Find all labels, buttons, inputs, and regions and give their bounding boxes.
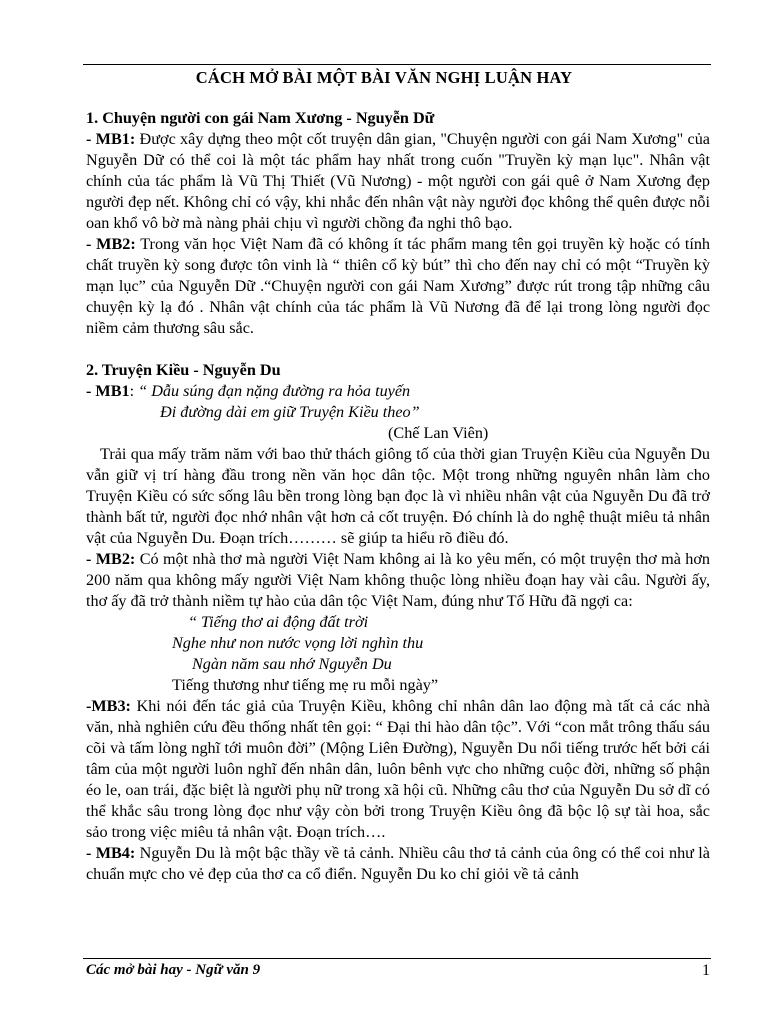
mb2-text: Có một nhà thơ mà người Việt Nam không ai là ko yêu mến, có một truyện thơ mà hơn 200 năm qua không mấy người Việt Nam không thuộc lòng nhiều đoạn hay vài câu. Người ấy, thơ ấy đã trở thành niềm tự hào của dân tộc Việt Nam, đúng như Tố Hữu đã ngợi ca: xyxy=(86,550,710,610)
poem2-line1: “ Tiếng thơ ai động đất trời xyxy=(188,613,369,631)
footer-rule xyxy=(83,958,711,959)
document-body xyxy=(86,108,710,885)
header-rule xyxy=(83,64,711,65)
mb2-label: - MB2: xyxy=(86,235,136,253)
poem2-line2: Nghe như non nước vọng lời nghìn thu xyxy=(172,634,424,652)
mb3-label: -MB3: xyxy=(86,697,131,715)
mb1-text: Được xây dựng theo một cốt truyện dân gian, "Chuyện người con gái Nam Xương" của Nguyễn Dữ có thể coi là một tác phẩm hay nhất trong cuốn "Truyền kỳ mạn lục". Nhân vật chính của tác phẩm là Vũ Thị Thiết (Vũ Nương) - một người con gái quê ở Nam Xương đẹp người đẹp nết. Không chỉ có vậy, khi nhắc đến nhân vật này người đọc không thể quên được nỗi oan khổ vô bờ mà nàng phải chịu vì người chồng đa nghi thô bạo. xyxy=(86,130,710,232)
section-1-mb1 xyxy=(86,129,710,234)
poem2 xyxy=(86,612,710,696)
poem1-line2: Đi đường dài em giữ Truyện Kiều theo” xyxy=(160,403,420,421)
mb2-label: - MB2: xyxy=(86,550,136,568)
mb1-label: - MB1: xyxy=(86,130,136,148)
poem2-line3: Ngàn năm sau nhớ Nguyễn Du xyxy=(192,655,392,673)
poem1-author: (Chế Lan Viên) xyxy=(388,424,489,442)
section-2-mb4 xyxy=(86,843,710,885)
poem1-line1: “ Dẫu súng đạn nặng đường ra hỏa tuyến xyxy=(138,382,411,400)
mb4-text: Nguyễn Du là một bậc thầy về tả cảnh. Nhiều câu thơ tả cảnh của ông có thể coi như là chuẩn mực cho vẻ đẹp của thơ ca cổ điển. Nguyễn Du ko chỉ giỏi về tả cảnh xyxy=(86,844,710,883)
section-2-mb3 xyxy=(86,696,710,843)
page-number: 1 xyxy=(702,962,710,979)
section-2-mb2 xyxy=(86,549,710,612)
section-1-heading: 1. Chuyện người con gái Nam Xương - Nguyễn Dữ xyxy=(86,109,435,127)
mb4-label: - MB4: xyxy=(86,844,136,862)
mb3-text: Khi nói đến tác giả của Truyện Kiều, không chỉ nhân dân lao động mà tất cả các nhà văn, nhà nghiên cứu đều thống nhất tên gọi: “ Đại thi hào dân tộc”. Với “con mắt trông thấu sáu cõi và tấm lòng nghĩ tới muôn đời” (Mộng Liên Đường), Nguyễn Du nổi tiếng trước hết bởi cái tâm của một người luôn nghĩ đến nhân dân, luôn bênh vực cho những cuộc đời, những số phận éo le, oan trái, đặc biệt là người phụ nữ trong xã hội cũ. Những câu thơ của Nguyễn Du sở dĩ có thể khắc sâu trong lòng đọc như vậy còn bởi trong Truyện Kiều ông đã bộc lộ sự tài hoa, sắc sảo trong việc miêu tả nhân vật. Đoạn trích…. xyxy=(86,697,710,841)
section-2-mb1-text: Trải qua mấy trăm năm với bao thử thách giông tố của thời gian Truyện Kiều của Nguyễn Du vẫn giữ vị trí hàng đầu trong nền văn học dân tộc. Một trong những nguyên nhân làm cho Truyện Kiều có sức sống lâu bền trong lòng bạn đọc là vì nhiều nhân vật của Nguyễn Du đã trở thành bất tử, người đọc nhớ nhân vật hơn cả cốt truyện. Đó chính là do nghệ thuật miêu tả nhân vật của Nguyễn Du. Đoạn trích……… sẽ giúp ta hiểu rõ điều đó. xyxy=(86,445,710,547)
mb1-label: - MB1 xyxy=(86,382,130,400)
footer-title: Các mở bài hay - Ngữ văn 9 xyxy=(86,962,261,978)
page-title: CÁCH MỞ BÀI MỘT BÀI VĂN NGHỊ LUẬN HAY xyxy=(195,68,573,87)
section-1-mb2 xyxy=(86,234,710,339)
poem2-line4: Tiếng thương như tiếng mẹ ru mỗi ngày” xyxy=(172,676,439,694)
mb1-colon: : xyxy=(129,382,139,400)
mb2-text: Trong văn học Việt Nam đã có không ít tác phẩm mang tên gọi truyền kỳ hoặc có tính chất truyền kỳ song được tôn vinh là “ thiên cổ kỳ bút” thì cho đến nay chỉ có một “Truyền kỳ mạn lục” của Nguyễn Dữ .“Chuyện người con gái Nam Xương” được rút trong tập những câu chuyện kỳ lạ đó . Nhân vật chính của tác phẩm là Vũ Nương đã để lại trong lòng người đọc niềm cảm thương sâu sắc. xyxy=(86,235,711,337)
section-2-mb1-poem xyxy=(86,381,710,444)
page-footer xyxy=(86,962,710,979)
section-2-heading: 2. Truyện Kiều - Nguyễn Du xyxy=(86,361,281,379)
